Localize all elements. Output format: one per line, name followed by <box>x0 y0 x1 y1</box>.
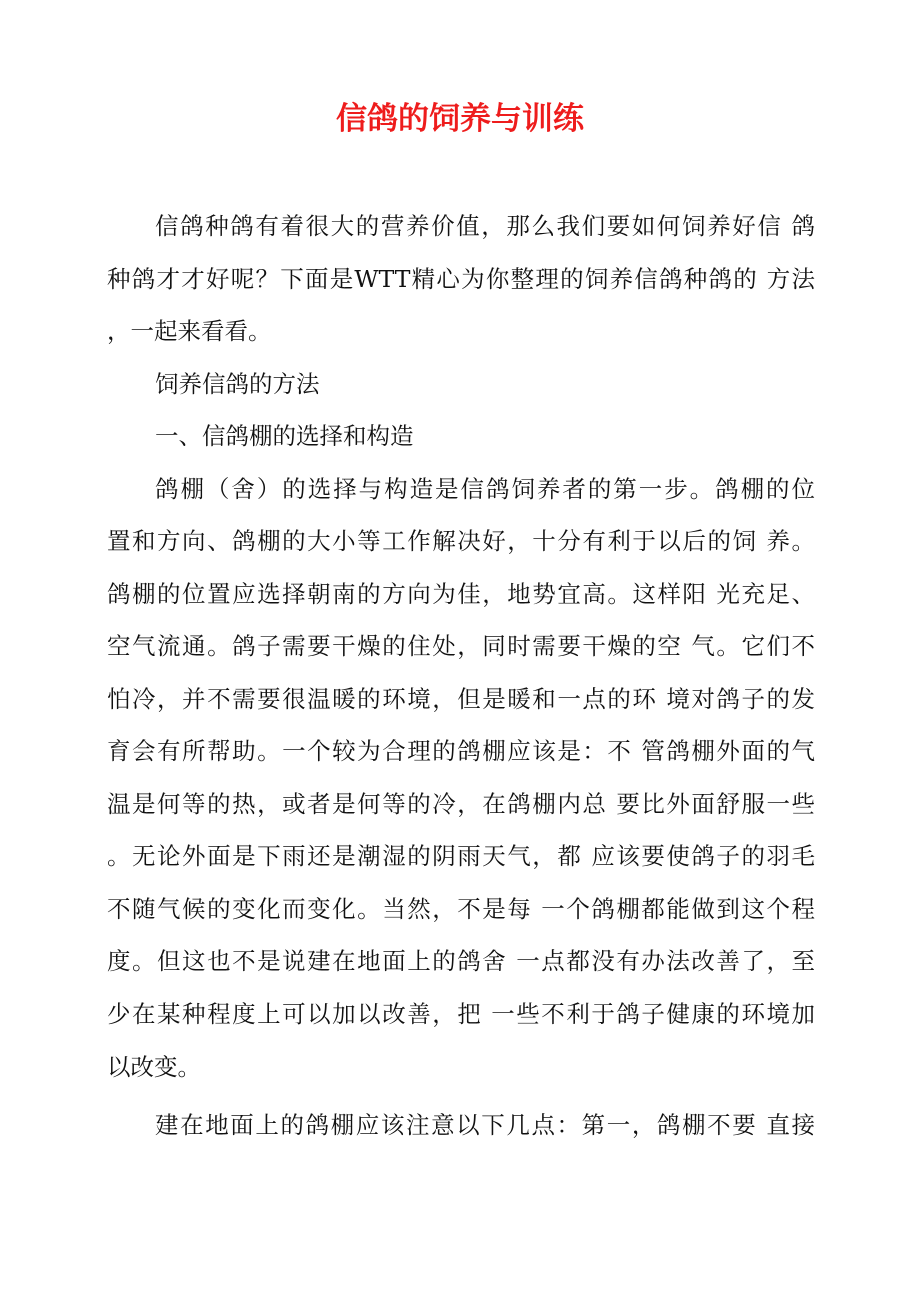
text-line: ，一起来看看。 <box>107 317 272 345</box>
section-heading: 饲养信鸽的方法 <box>155 370 320 398</box>
text-line: 少在某种程度上可以加以改善，把 一些不利于鸽子健康的环境加 <box>107 1000 815 1028</box>
text-line: 怕冷，并不需要很温暖的环境，但是暖和一点的环 境对鸽子的发 <box>107 685 815 713</box>
section-heading: 一、信鸽棚的选择和构造 <box>155 422 414 450</box>
text-line: 。无论外面是下雨还是潮湿的阴雨天气，都 应该要使鸽子的羽毛 <box>107 842 815 870</box>
text-line: 空气流通。鸽子需要干燥的住处，同时需要干燥的空 气。它们不 <box>107 632 815 660</box>
text-line: 度。但这也不是说建在地面上的鸽舍 一点都没有办法改善了，至 <box>107 947 815 975</box>
text-line: 不随气候的变化而变化。当然，不是每 一个鸽棚都能做到这个程 <box>107 895 815 923</box>
document-title: 信鸽的饲养与训练 <box>336 101 584 137</box>
text-line: 置和方向、鸽棚的大小等工作解决好，十分有利于以后的饲 养。 <box>107 527 815 555</box>
text-line: 种鸽才才好呢？下面是WTT精心为你整理的饲养信鸽种鸽的 方法 <box>107 265 815 293</box>
text-line: 鸽棚（舍）的选择与构造是信鸽饲养者的第一步。鸽棚的位 <box>155 475 815 503</box>
text-line: 育会有所帮助。一个较为合理的鸽棚应该是：不 管鸽棚外面的气 <box>107 737 815 765</box>
text-line: 信鸽种鸽有着很大的营养价值，那么我们要如何饲养好信 鸽 <box>155 212 815 240</box>
text-line: 鸽棚的位置应选择朝南的方向为佳，地势宜高。这样阳 光充足、 <box>107 580 815 608</box>
text-line: 建在地面上的鸽棚应该注意以下几点：第一，鸽棚不要 直接 <box>155 1111 815 1139</box>
text-line: 温是何等的热，或者是何等的冷，在鸽棚内总 要比外面舒服一些 <box>107 790 815 818</box>
text-line: 以改变。 <box>107 1053 201 1081</box>
